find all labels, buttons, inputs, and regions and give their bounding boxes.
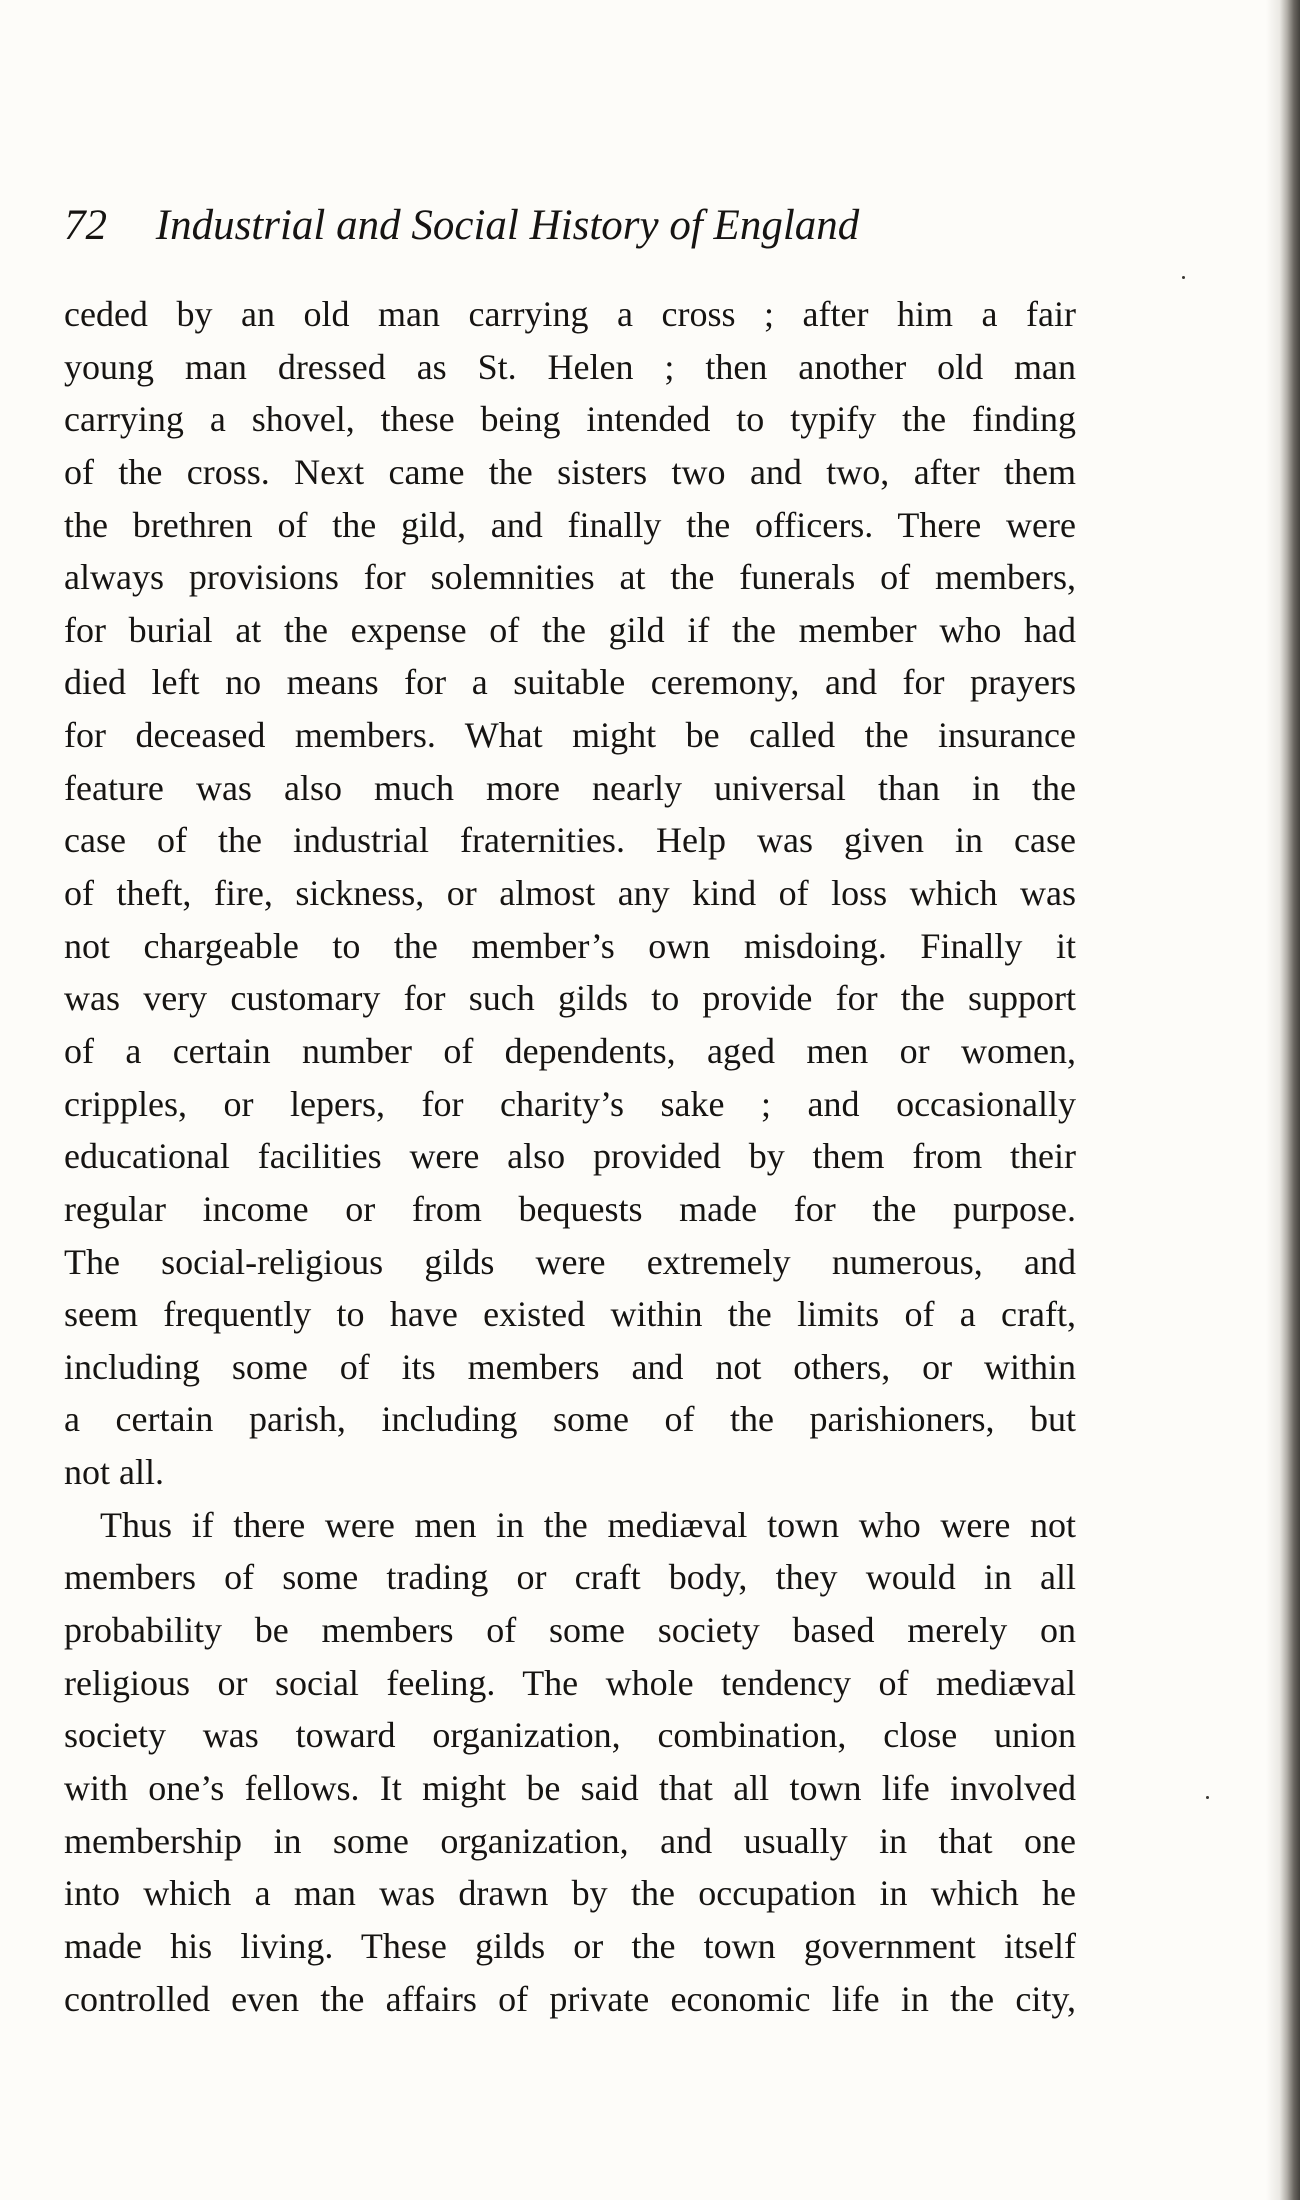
text-line: carrying a shovel, these being intended to typify the finding bbox=[64, 399, 1076, 440]
text-line: case of the industrial fraternities. Help was given in case bbox=[64, 820, 1076, 861]
running-head bbox=[64, 196, 1064, 256]
text-line: cripples, or lepers, for charity’s sake ; and occasionally bbox=[64, 1083, 1076, 1124]
text-line: membership in some organization, and usually in that one bbox=[64, 1820, 1076, 1861]
binding-shadow bbox=[1266, 0, 1300, 2200]
text-line: The social-religious gilds were extremely numerous, and bbox=[64, 1241, 1076, 1282]
scan-speck bbox=[1182, 276, 1185, 279]
paragraph bbox=[64, 1499, 1076, 2025]
text-line: including some of its members and not others, or within bbox=[64, 1346, 1076, 1387]
text-line: probability be members of some society based merely on bbox=[64, 1610, 1076, 1651]
text-line: a certain parish, including some of the parishioners, but bbox=[64, 1399, 1076, 1440]
page-number: 72 bbox=[64, 202, 107, 249]
text-line: was very customary for such gilds to provide for the support bbox=[64, 978, 1076, 1019]
text-line: of a certain number of dependents, aged men or women, bbox=[64, 1030, 1076, 1071]
text-line: for burial at the expense of the gild if the member who had bbox=[64, 609, 1076, 650]
body-text bbox=[64, 288, 1076, 2025]
text-line: died left no means for a suitable ceremony, and for prayers bbox=[64, 662, 1076, 703]
text-line: the brethren of the gild, and finally the officers. There were bbox=[64, 504, 1076, 545]
text-line: educational facilities were also provided by them from their bbox=[64, 1136, 1076, 1177]
text-line: made his living. These gilds or the town government itself bbox=[64, 1925, 1076, 1966]
text-line: ceded by an old man carrying a cross ; after him a fair bbox=[64, 294, 1076, 334]
text-line: of theft, fire, sickness, or almost any kind of loss which was bbox=[64, 873, 1076, 914]
text-line: for deceased members. What might be called the insurance bbox=[64, 715, 1076, 756]
text-line: feature was also much more nearly universal than in the bbox=[64, 767, 1076, 808]
text-line: not all. bbox=[64, 1452, 164, 1493]
text-line: members of some trading or craft body, they would in all bbox=[64, 1557, 1076, 1598]
text-line: society was toward organization, combination, close union bbox=[64, 1715, 1076, 1756]
text-line: seem frequently to have existed within the limits of a craft, bbox=[64, 1294, 1076, 1335]
text-line: controlled even the affairs of private economic life in the city, bbox=[64, 1978, 1076, 2019]
text-line: regular income or from bequests made for the purpose. bbox=[64, 1188, 1076, 1229]
text-line: of the cross. Next came the sisters two and two, after them bbox=[64, 451, 1076, 492]
text-line: with one’s fellows. It might be said that all town life involved bbox=[64, 1767, 1076, 1808]
book-title: Industrial and Social History of England bbox=[155, 202, 860, 249]
text-line: Thus if there were men in the mediæval town who were not bbox=[100, 1504, 1076, 1545]
paragraph bbox=[64, 288, 1076, 1499]
text-line: young man dressed as St. Helen ; then another old man bbox=[64, 346, 1076, 387]
text-line: religious or social feeling. The whole tendency of mediæval bbox=[64, 1662, 1076, 1703]
scan-speck bbox=[1206, 1796, 1209, 1799]
text-line: into which a man was drawn by the occupation in which he bbox=[64, 1873, 1076, 1914]
text-line: not chargeable to the member’s own misdoing. Finally it bbox=[64, 925, 1076, 966]
text-line: always provisions for solemnities at the funerals of members, bbox=[64, 557, 1076, 598]
